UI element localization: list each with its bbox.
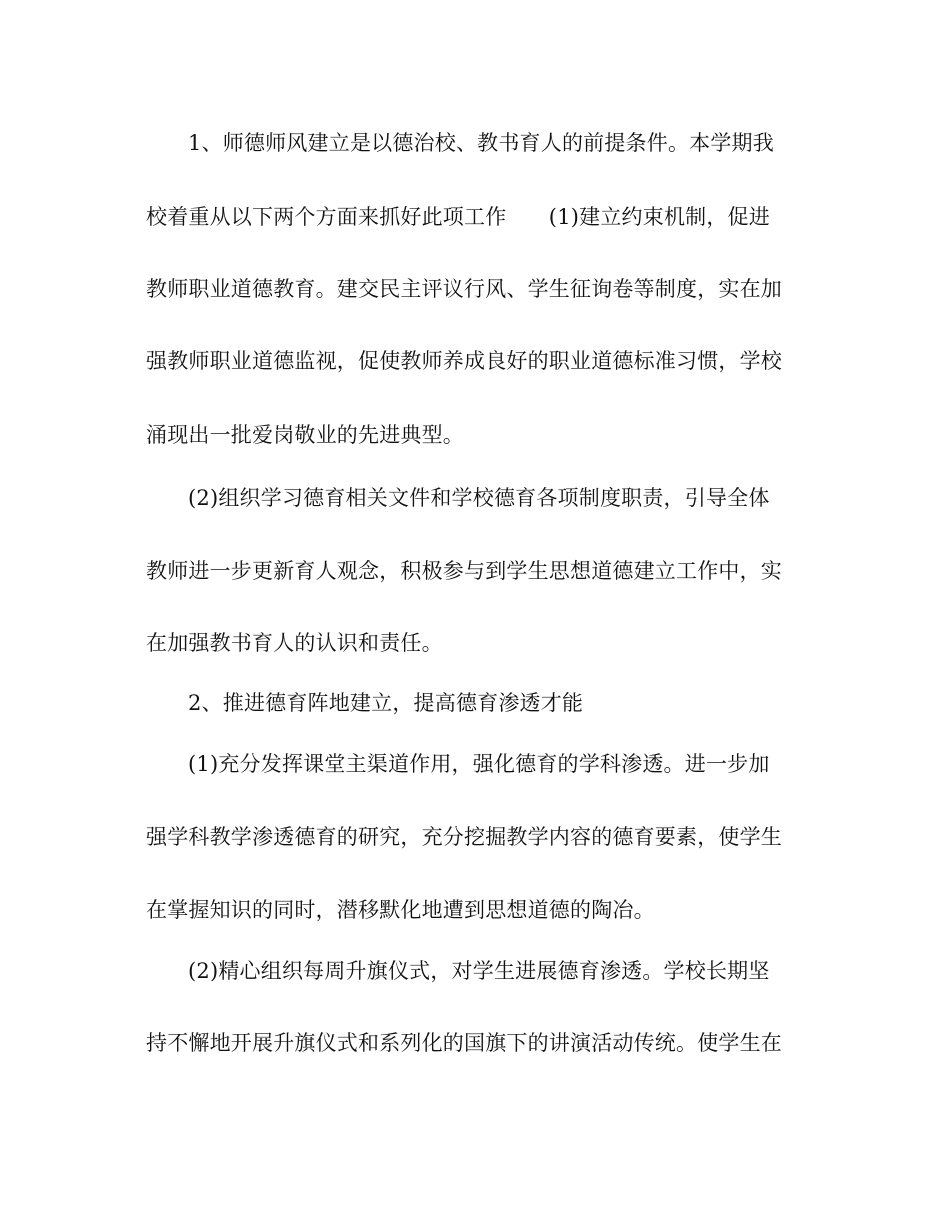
text-line: (2)精心组织每周升旗仪式，对学生进展德育渗透。学校长期坚 bbox=[188, 959, 770, 983]
text-line: (1)充分发挥课堂主渠道作用，强化德育的学科渗透。进一步加 bbox=[188, 752, 770, 776]
text-line: 1、师德师风建立是以德治校、教书育人的前提条件。本学期我 bbox=[188, 131, 774, 155]
text-line: (2)组织学习德育相关文件和学校德育各项制度职责，引导全体 bbox=[188, 486, 770, 510]
text-line: 教师进一步更新育人观念，积极参与到学生思想道德建立工作中，实 bbox=[146, 559, 782, 583]
text-line: 教师职业道德教育。建交民主评议行风、学生征询卷等制度，实在加 bbox=[146, 277, 782, 301]
text-line: 在掌握知识的同时，潜移默化地遭到思想道德的陶冶。 bbox=[146, 898, 655, 922]
text-line: 在加强教书育人的认识和责任。 bbox=[146, 631, 443, 655]
text-line: 持不懈地开展升旗仪式和系列化的国旗下的讲演活动传统。使学生在 bbox=[146, 1031, 782, 1055]
text-line: 校着重从以下两个方面来抓好此项工作 (1)建立约束机制，促进 bbox=[146, 205, 770, 229]
text-line: 2、推进德育阵地建立，提高德育渗透才能 bbox=[188, 691, 584, 715]
text-line: 强教师职业道德监视，促使教师养成良好的职业道德标准习惯，学校 bbox=[146, 349, 782, 373]
text-line: 强学科教学渗透德育的研究，充分挖掘教学内容的德育要素，使学生 bbox=[146, 825, 782, 849]
text-line: 涌现出一批爱岗敬业的先进典型。 bbox=[146, 423, 464, 447]
